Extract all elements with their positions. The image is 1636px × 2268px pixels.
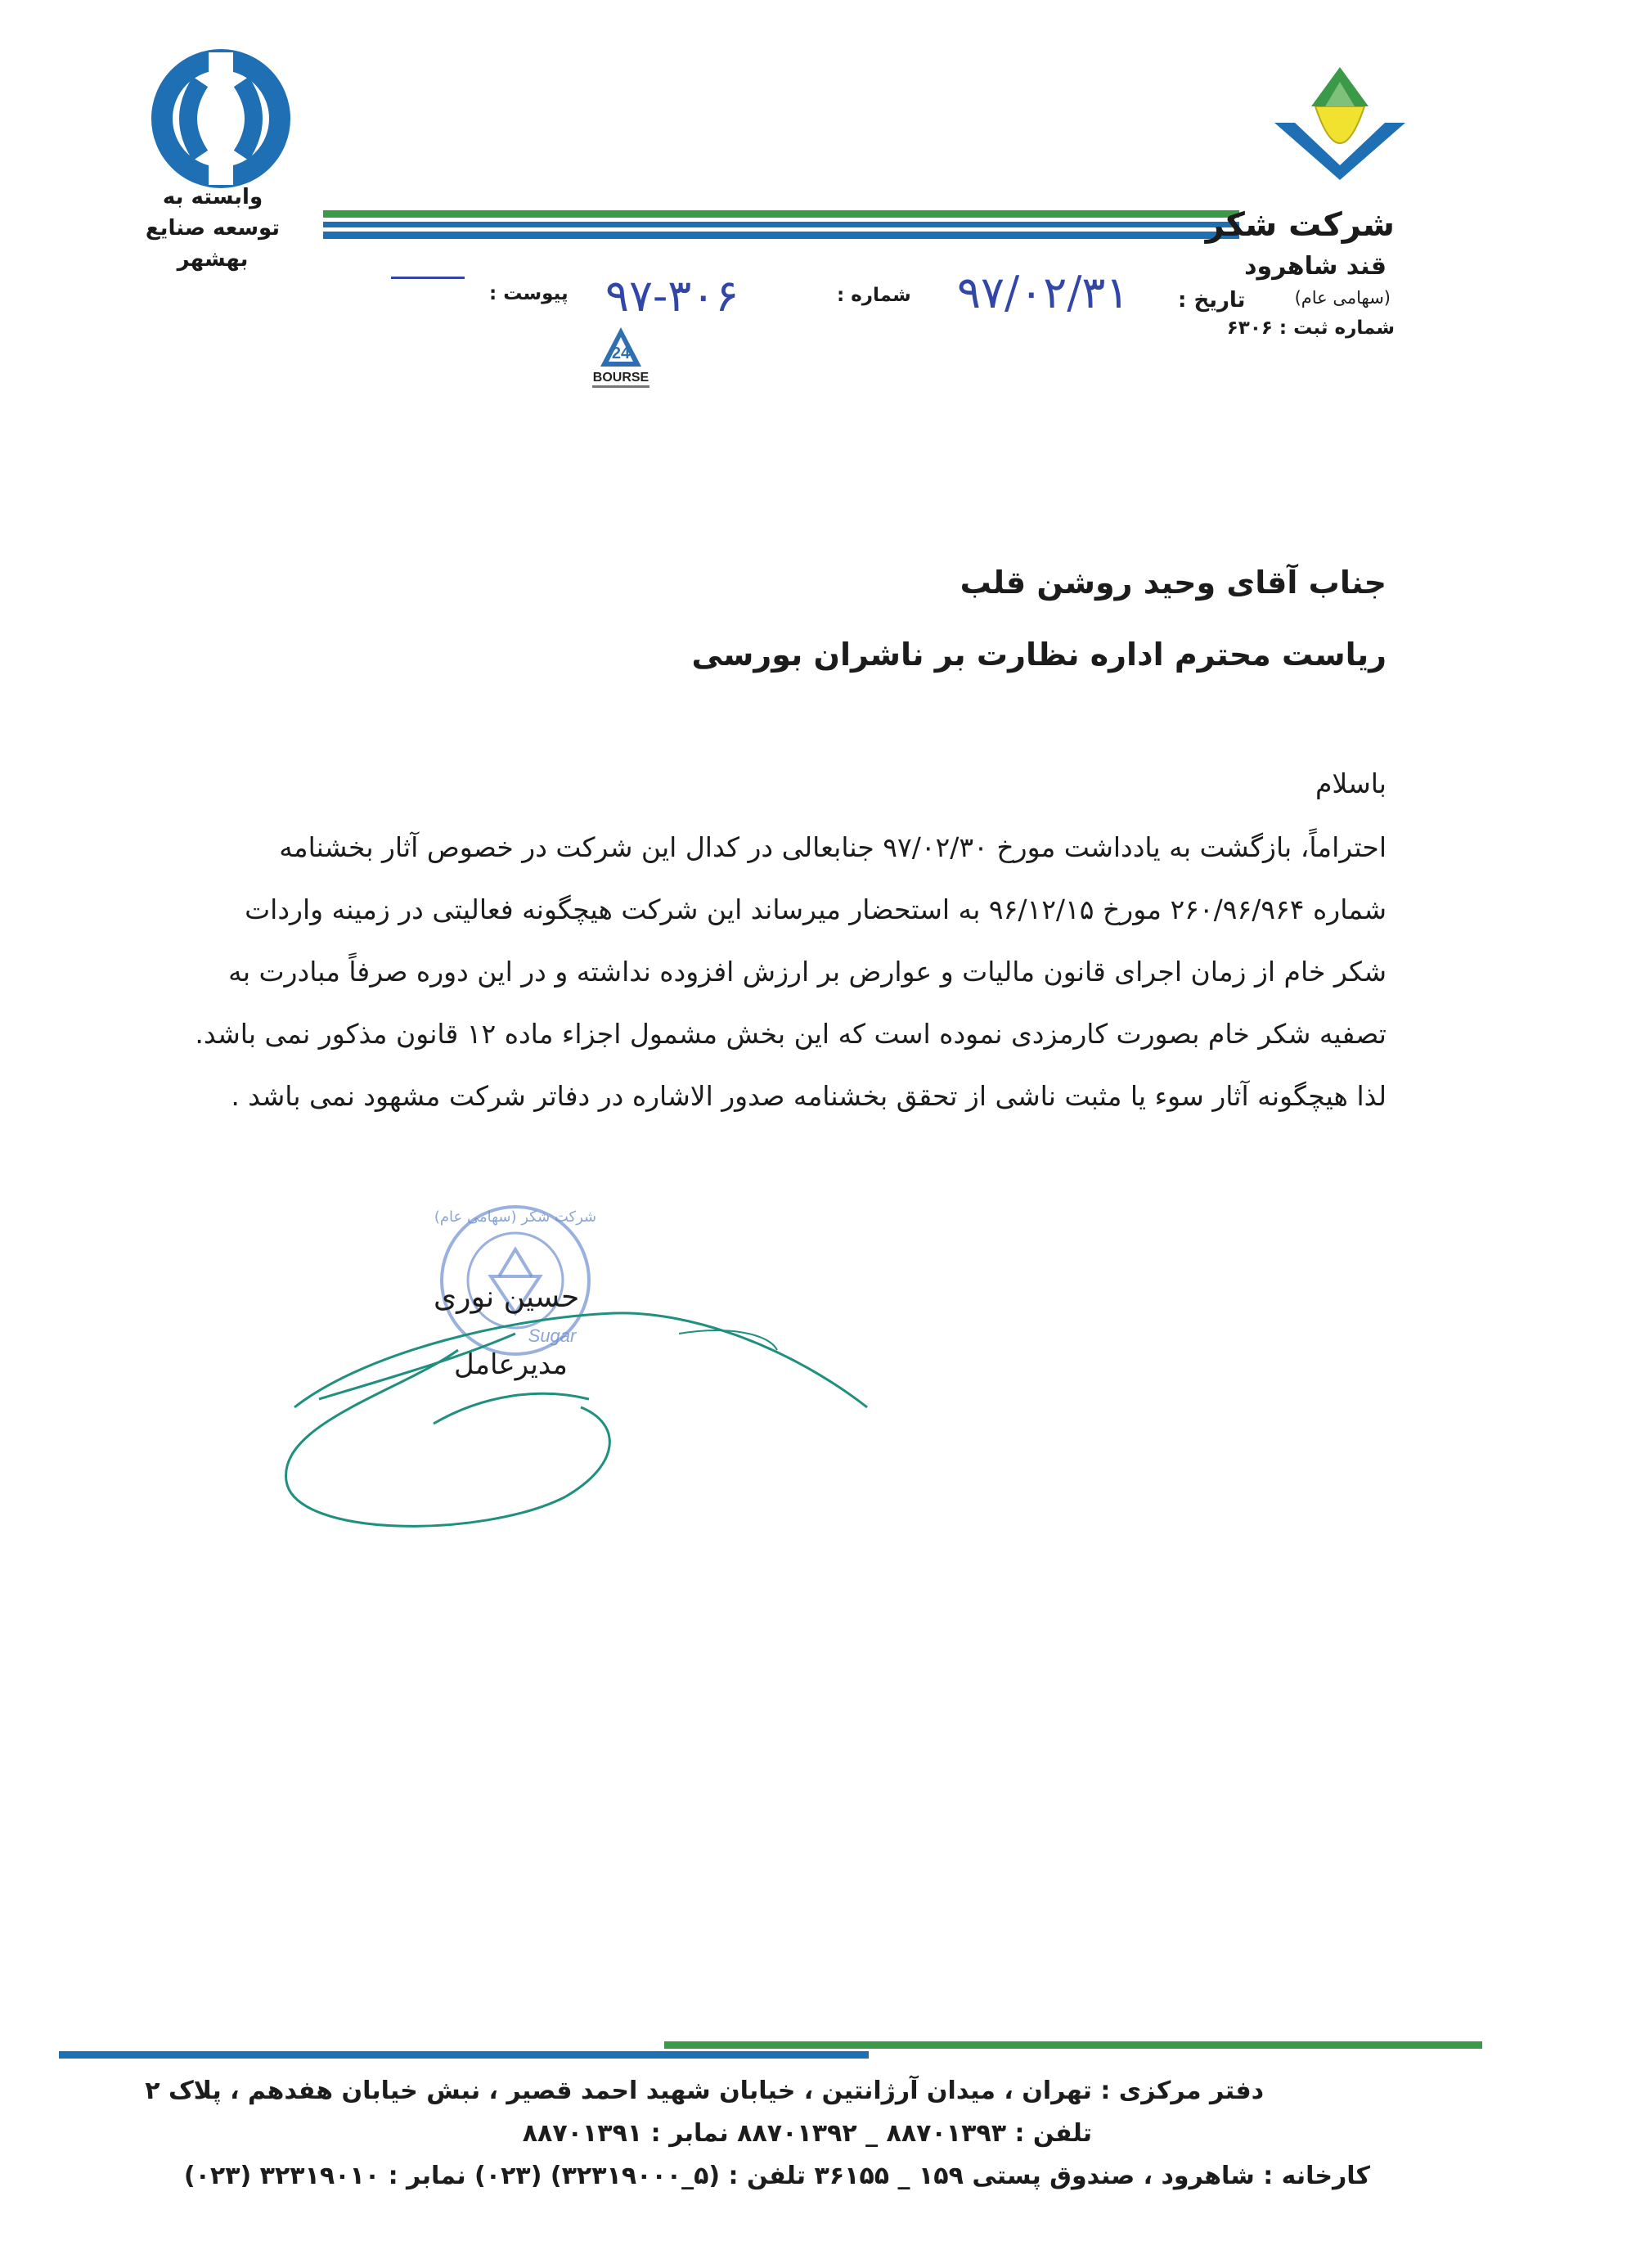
company-subtitle: قند شاهرود (1244, 252, 1387, 281)
footer-factory: کارخانه : شاهرود ، صندوق پستی ۱۵۹ _ ۳۶۱۵۵ تلفن : (۵_۳۲۳۱۹۰۰۰) (۰۲۳) نمابر : ۳۲۳۱۹۰۱۰ (۰۲۳) (183, 2162, 1370, 2190)
date-value: ۹۷/۰۲/۳۱ (957, 267, 1130, 318)
svg-text:Sugar: Sugar (528, 1325, 577, 1346)
number-value: ۹۷-۳۰۶ (605, 270, 739, 322)
affiliation-line-1: وابسته به (162, 185, 263, 209)
handwritten-signature-icon (270, 1301, 892, 1546)
attachment-value (391, 277, 465, 295)
footer-head-office: دفتر مرکزی : تهران ، میدان آرژانتین ، خیابان شهید احمد قصیر ، نبش خیابان هفدهم ، پلاک ۲ (145, 2077, 1264, 2105)
header-divider (323, 209, 1239, 243)
footer-head-office-phones: تلفن : ۸۸۷۰۱۳۹۳ _ ۸۸۷۰۱۳۹۲ نمابر : ۸۸۷۰۱۳۹۱ (522, 2119, 1092, 2148)
recipient-name: جناب آقای وحید روشن قلب (960, 565, 1387, 601)
registration-number: شماره ثبت : ۶۳۰۶ (1226, 317, 1395, 339)
signatory-name: حسین نوری (434, 1280, 580, 1314)
recipient-title: ریاست محترم اداره نظارت بر ناشران بورسی (691, 637, 1387, 673)
behshahr-logo-icon (151, 49, 290, 188)
attachment-label: پیوست : (489, 283, 569, 304)
footer-divider (59, 2040, 1482, 2063)
signatory-title: مدیرعامل (454, 1348, 568, 1381)
letter-body (176, 817, 1387, 1127)
body-line: تصفیه شکر خام بصورت کارمزدی نموده است که این بخش مشمول اجزاء ماده ۱۲ قانون مذکور نمی باشد. (195, 1018, 1387, 1050)
number-label: شماره : (837, 285, 911, 306)
company-name: شرکت شکر (1205, 206, 1395, 244)
sugar-company-logo-icon (1266, 57, 1414, 188)
affiliation-text (123, 182, 303, 275)
body-line: شماره ۲۶۰/۹۶/۹۶۴ مورخ ۹۶/۱۲/۱۵ به استحضار میرساند این شرکت هیچگونه فعالیتی در زمینه واردات (245, 893, 1387, 925)
affiliation-line-2: توسعه صنایع بهشهر (145, 216, 281, 272)
svg-text:24: 24 (611, 344, 631, 362)
company-type: (سهامی عام) (1294, 288, 1391, 308)
date-label: تاریخ : (1178, 288, 1246, 313)
body-line: لذا هیچگونه آثار سوء یا مثبت ناشی از تحقق بخشنامه صدور الاشاره در دفاتر شرکت مشهود نمی باشد . (231, 1080, 1387, 1112)
svg-text:BOURSE: BOURSE (592, 371, 649, 385)
bourse-logo-icon (578, 326, 664, 391)
svg-text:شرکت شکر (سهامی عام): شرکت شکر (سهامی عام) (434, 1208, 597, 1226)
body-line: احتراماً، بازگشت به یادداشت مورخ ۹۷/۰۲/۳۰ جنابعالی در کدال این شرکت در خصوص آثار بخشنامه (279, 831, 1387, 863)
body-line: شکر خام از زمان اجرای قانون مالیات و عوارض بر ارزش افزوده نداشته و در این دوره صرفاً مبادرت به (228, 956, 1387, 988)
greeting: باسلام (1315, 767, 1387, 799)
